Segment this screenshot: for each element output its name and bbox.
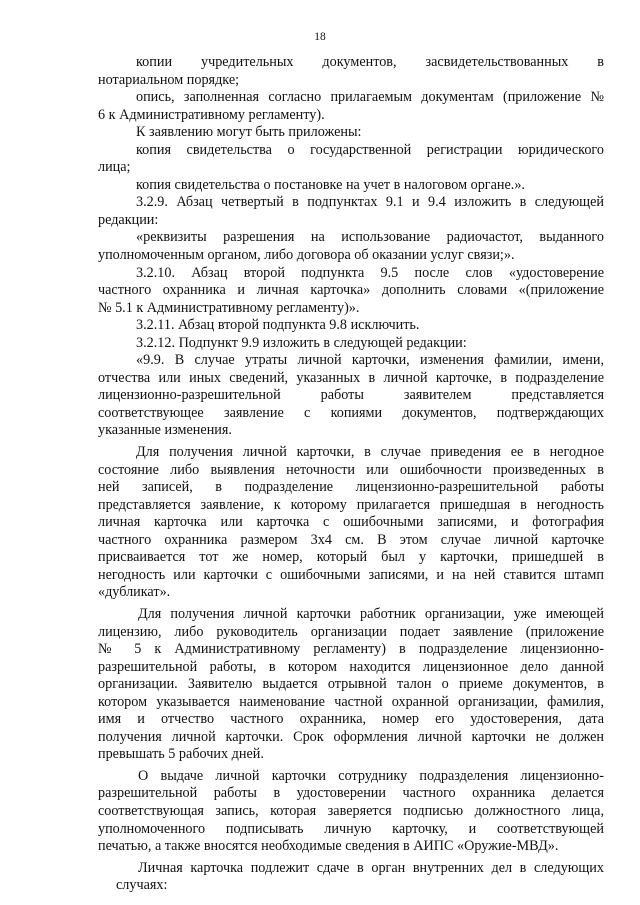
text-line: организации. Заявителю выдается отрывной талон о приеме документов, в — [98, 676, 604, 693]
text-line: лицензию, либо руководитель организации подает заявление (приложение — [98, 623, 604, 640]
text-line: котором указывается наименование частной охранной организации, фамилия, — [98, 693, 604, 710]
text-line: «дубликат». — [98, 584, 171, 601]
text-line: личная карточка или карточка с ошибочными записями, и фотография — [98, 514, 604, 531]
text-line: отчества или иных сведений, указанных в личной карточке, в подразделение — [98, 369, 604, 386]
text-line: копия свидетельства о государственной регистрации юридического — [136, 141, 604, 158]
text-line: соответствующее заявление с копиями документов, подтверждающих — [98, 404, 604, 421]
text-line: О выдаче личной карточки сотруднику подразделения лицензионно- — [138, 767, 604, 784]
text-line: 3.2.11. Абзац второй подпункта 9.8 исключить. — [136, 317, 420, 334]
text-line: указанные изменения. — [98, 422, 232, 439]
text-line: «реквизиты разрешения на использование радиочастот, выданного — [136, 229, 604, 246]
text-line: Для получения личной карточки работник организации, уже имеющей — [138, 605, 604, 622]
text-line: случаях: — [116, 877, 168, 894]
text-line: соответствующая запись, которая заверяется подписью должностного лица, — [98, 802, 604, 819]
document-body — [98, 54, 604, 895]
text-line: лицензионно-разрешительной работы заявителем представляется — [98, 387, 604, 404]
text-line: частного охранника и личная карточка» дополнить словами «(приложение — [98, 282, 604, 299]
text-line: получения личной карточки. Срок оформления личной карточки не должен — [98, 728, 604, 745]
text-line: К заявлению могут быть приложены: — [136, 124, 362, 141]
text-line: разрешительной работы, в котором находится лицензионное дело данной — [98, 658, 604, 675]
text-line: присваивается тот же номер, который был у карточки, пришедшей в — [98, 549, 604, 566]
text-line: Личная карточка подлежит сдаче в орган внутренних дел в следующих — [138, 859, 604, 876]
text-line: «9.9. В случае утраты личной карточки, изменения фамилии, имени, — [136, 352, 604, 369]
text-line: лица; — [98, 159, 131, 176]
text-line: № 5 к Административному регламенту) в подразделение лицензионно- — [98, 641, 604, 658]
text-line: № 5.1 к Административному регламенту)». — [98, 299, 360, 316]
text-line: негодность или карточки с ошибочными записями, и на ней ставится штамп — [98, 566, 604, 583]
text-line: состояние либо выявления неточности или ошибочности произведенных в — [98, 461, 604, 478]
text-line: ней записей, в подразделение лицензионно-разрешительной работы — [98, 479, 604, 496]
text-line: 3.2.12. Подпункт 9.9 изложить в следующей редакции: — [136, 334, 467, 351]
text-line: 3.2.9. Абзац четвертый в подпунктах 9.1 и 9.4 изложить в следующей — [136, 194, 604, 211]
text-line: редакции: — [98, 211, 159, 228]
text-line: 3.2.10. Абзац второй подпункта 9.5 после слов «удостоверение — [136, 264, 604, 281]
text-line: частного охранника размером 3x4 см. В этом случае личной карточке — [98, 531, 604, 548]
text-line: копия свидетельства о постановке на учет в налоговом органе.». — [136, 176, 525, 193]
text-line: нотариальном порядке; — [98, 71, 240, 88]
text-line: печатью, а также вносятся необходимые сведения в АИПС «Оружие-МВД». — [98, 838, 559, 855]
text-line: уполномоченным органом, либо договора об оказании услуг связи;». — [98, 247, 515, 264]
text-line: копии учредительных документов, засвидетельствованных в — [136, 54, 604, 70]
text-line: превышать 5 рабочих дней. — [98, 746, 264, 763]
text-line: уполномоченного подписывать личную карточку, и соответствующей — [98, 820, 604, 837]
text-line: представляется заявление, к которому прилагается пришедшая в негодность — [98, 496, 604, 513]
text-line: опись, заполненная согласно прилагаемым документам (приложение № — [136, 89, 604, 106]
text-line: имя и отчество частного охранника, номер его удостоверения, дата — [98, 711, 604, 728]
text-line: 6 к Административному регламенту). — [98, 106, 325, 123]
text-line: разрешительной работы в удостоверении частного охранника делается — [98, 785, 604, 802]
text-line: Для получения личной карточки, в случае приведения ее в негодное — [136, 444, 604, 461]
page-number: 18 — [314, 31, 326, 43]
